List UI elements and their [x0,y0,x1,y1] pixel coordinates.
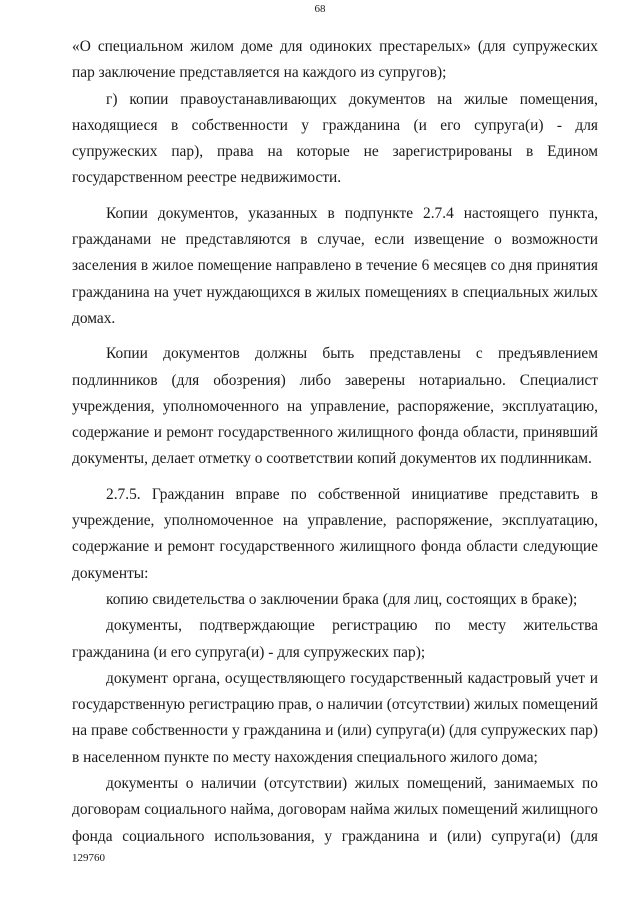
paragraph-2: г) копии правоустанавливающих документов на жилые помещения, находящиеся в собственности у гражданина (и его супруга(и) - для супружеских пар), права на которые не зарегистрированы в Едином государственном реестре недвижимости. [72,90,598,187]
paragraph-9: документы о наличии (отсутствии) жилых помещений, занимаемых по договорам социального найма, договорам найма жилых помещений жилищного фонда социального использования, у гражданина и (или) супруга(и) (для [72,775,598,845]
document-code: 129760 [72,852,105,864]
paragraph-7: документы, подтверждающие регистрацию по месту жительства гражданина (и его супруга(и) - для супружеских пар); [72,617,598,661]
document-body [72,34,598,850]
paragraph-8: документ органа, осуществляющего государственный кадастровый учет и государственную регистрацию прав, о наличии (отсутствии) жилых помещений на праве собственности у гражданина и (или) супруга(и) (для супружеских пар) в населенном пункте по месту нахождения специального жилого дома; [72,669,598,766]
paragraph-6: копию свидетельства о заключении брака (для лиц, состоящих в браке); [106,590,578,608]
paragraph-3: Копии документов, указанных в подпункте 2.7.4 настоящего пункта, гражданами не представляются в случае, если извещение о возможности заселения в жилое помещение направлено в течение 6 месяцев со дня принятия гражданина на учет нуждающихся в жилых помещениях в специальных жилых домах. [72,204,598,327]
paragraph-5: 2.7.5. Гражданин вправе по собственной инициативе представить в учреждение, уполномоченное на управление, распоряжение, эксплуатацию, содержание и ремонт государственного жилищного фонда области следующие документы: [72,485,598,582]
paragraph-4: Копии документов должны быть представлены с предъявлением подлинников (для обозрения) либо заверены нотариально. Специалист учреждения, уполномоченного на управление, распоряжение, эксплуатацию, содержание и ремонт государственного жилищного фонда области, принявший документы, делает отметку о соответствии копий документов их подлинникам. [72,345,598,468]
page-number: 68 [314,3,326,15]
paragraph-1: «О специальном жилом доме для одиноких престарелых» (для супружеских пар заключение представляется на каждого из супругов); [72,38,598,82]
